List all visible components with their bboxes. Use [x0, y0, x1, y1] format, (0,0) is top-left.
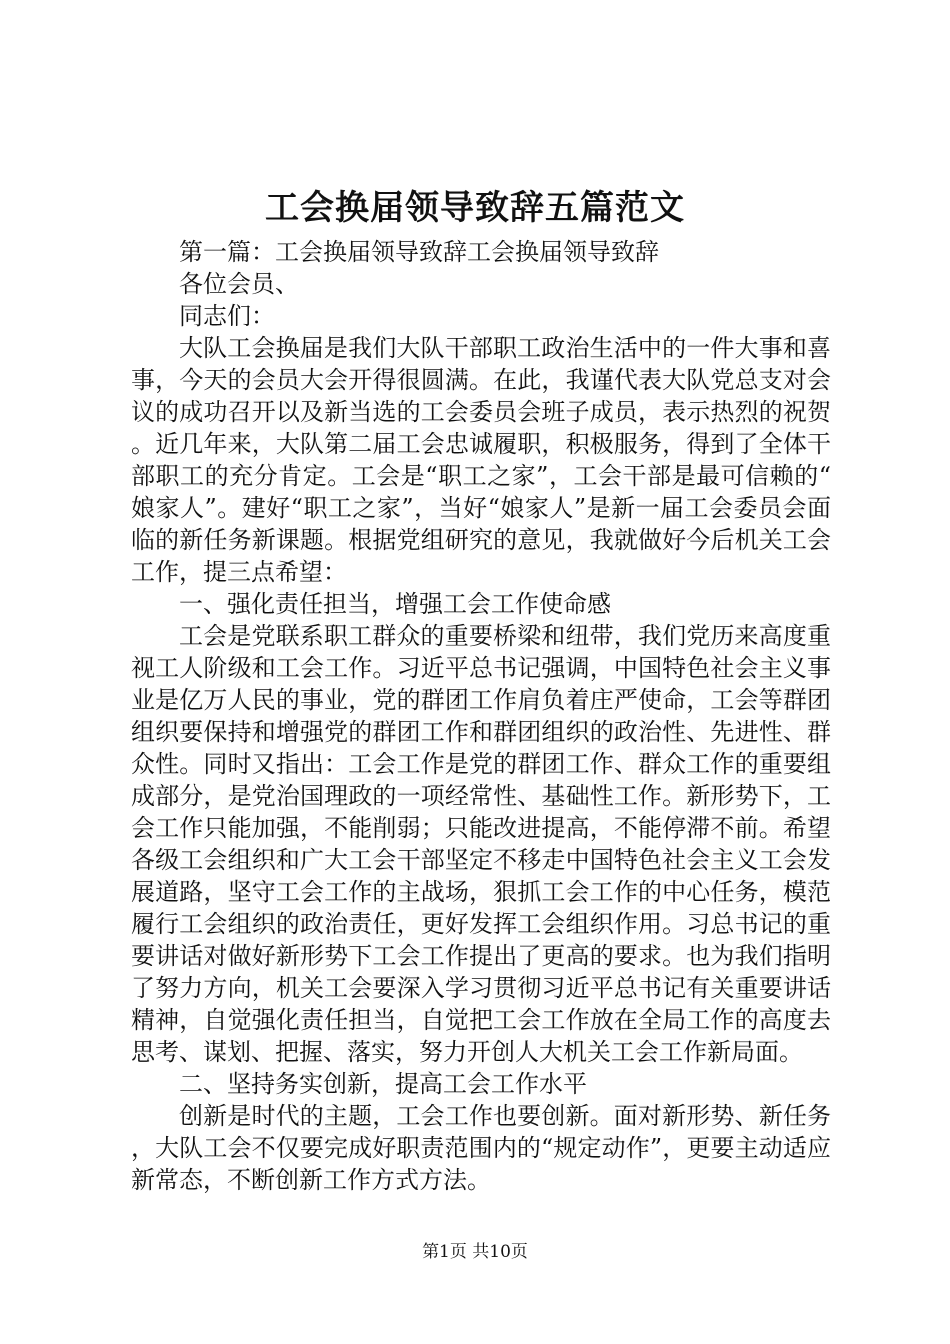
paragraph-intro: 大队工会换届是我们大队干部职工政治生活中的一件大事和喜事，今天的会员大会开得很圆满。在此，我谨代表大队党总支对会议的成功召开以及新当选的工会委员会班子成员，表示热烈的祝贺。近几年来，大队第二届工会忠诚履职，积极服务，得到了全体干部职工的充分肯定。工会是“职工之家”，工会干部是最可信赖的“娘家人”。建好“职工之家”，当好“娘家人”是新一届工会委员会面临的新任务新课题。根据党组研究的意见，我就做好今后机关工会工作，提三点希望：	[131, 334, 831, 586]
subheading-two: 二、坚持务实创新，提高工会工作水平	[179, 1070, 587, 1098]
document-title: 工会换届领导致辞五篇范文	[265, 188, 685, 228]
subheading-one: 一、强化责任担当，增强工会工作使命感	[179, 590, 611, 618]
paragraph-one: 工会是党联系职工群众的重要桥梁和纽带，我们党历来高度重视工人阶级和工会工作。习近平总书记强调，中国特色社会主义事业是亿万人民的事业，党的群团工作肩负着庄严使命，工会等群团组织要保持和增强党的群团工作和群团组织的政治性、先进性、群众性。同时又指出：工会工作是党的群团工作、群众工作的重要组成部分，是党治国理政的一项经常性、基础性工作。新形势下，工会工作只能加强，不能削弱；只能改进提高，不能停滞不前。希望各级工会组织和广大工会干部坚定不移走中国特色社会主义工会发展道路，坚守工会工作的主战场，狠抓工会工作的中心任务，模范履行工会组织的政治责任，更好发挥工会组织作用。习总书记的重要讲话对做好新形势下工会工作提出了更高的要求。也为我们指明了努力方向，机关工会要深入学习贯彻习近平总书记有关重要讲话精神，自觉强化责任担当，自觉把工会工作放在全局工作的高度去思考、谋划、把握、落实，努力开创人大机关工会工作新局面。	[131, 622, 831, 1066]
paragraph-two: 创新是时代的主题，工会工作也要创新。面对新形势、新任务，大队工会不仅要完成好职责范围内的“规定动作”，更要主动适应新常态，不断创新工作方式方法。	[131, 1102, 831, 1194]
page-number-footer: 第1页 共10页	[422, 1242, 528, 1262]
section-heading: 第一篇：工会换届领导致辞工会换届领导致辞	[179, 238, 659, 266]
document-body	[131, 236, 831, 1196]
salutation-comrades: 同志们：	[179, 302, 275, 330]
salutation-members: 各位会员、	[179, 270, 299, 298]
